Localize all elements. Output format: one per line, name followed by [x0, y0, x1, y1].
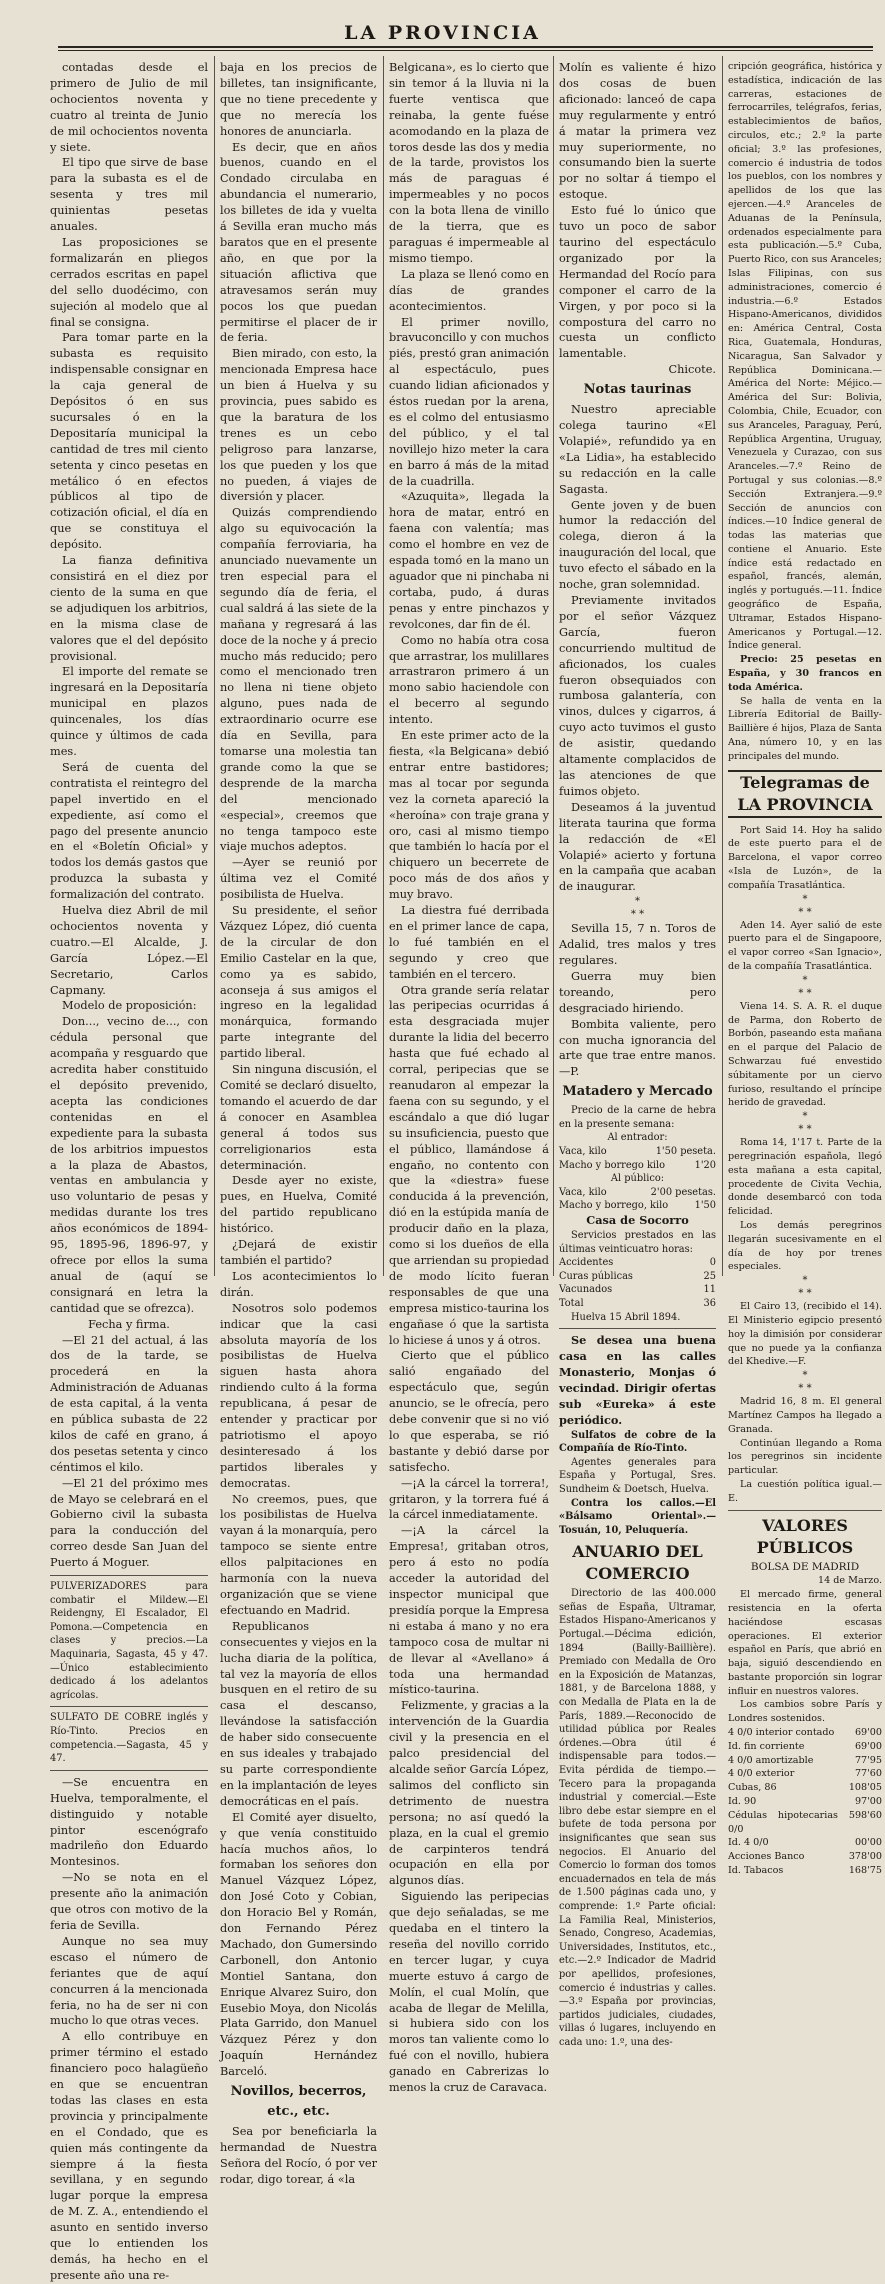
paragraph: Sevilla 15, 7 n. Toros de Adalid, tres malos y tres regulares. [559, 922, 716, 968]
advertisement: PULVERIZADORES para combatir el Mildew.—El Reidengny, El Escalador, El Pomona.—Competencia en clases y precios.—La Maquinaria, Sagasta, 45 y 47.—Único establecimiento dedicado á los adelantos agrícolas. [50, 1581, 208, 1701]
paragraph: Previamente invitados por el señor Vázquez García, fueron concurriendo multitud de aficionados, los cuales fueron obsequiados con rumbosa galantería, con vinos, dulces y cigarros, á cuyo acto tuvimos el gusto de asistir, quedando altamente complacidos de las atenciones de que fuimos objeto. [559, 594, 716, 798]
quote-label: 4 0/0 exterior [728, 1768, 795, 1780]
subheading: Casa de Socorro [586, 1213, 689, 1228]
quote-value: 69'00 [854, 1727, 882, 1739]
paragraph: Molín es valiente é hizo dos cosas de buen aficionado: lanceó de capa muy regularmente y entró á matar la primera vez muy superiormente, no consumando bien la suerte por no soltar á tiempo el estoque. [559, 61, 716, 202]
divider [559, 1328, 716, 1329]
paragraph: Nuestro apreciable colega taurino «El Volapié», refundido ya en «La Lidia», ha establecido su redacción en la calle Sagasta. [559, 403, 716, 496]
paragraph: —Se encuentra en Huelva, temporalmente, el distinguido y notable pintor escenógrafo madrileño don Eduardo Montesinos. [50, 1775, 208, 1869]
stat-value: 36 [703, 1297, 716, 1309]
advertisement: Se desea una buena casa en las calles Monasterio, Monjas ó vecindad. Dirigir ofertas sub «Eureka» á este periódico. [559, 1333, 716, 1427]
column-2 [220, 60, 377, 2186]
paragraph: Aunque no sea muy escaso el número de feriantes que de aquí concurren á la mencionada feria, no ha de ser ni con mucho lo que otras veces. [50, 1934, 208, 2028]
paragraph: Es decir, que en años buenos, cuando en el Condado circulaba en abundancia el numerario, los billetes de ida y vuelta á Sevilla eran mucho más baratos que en el presente año, en que por la situación aflictiva que atravesamos serán muy pocos los que puedan permitirse el placer de ir de feria. [220, 140, 377, 345]
paragraph: Será de cuenta del contratista el reintegro del papel invertido en el expediente, así como el pago del presente anuncio en el «Boletín Oficial» y todos los demás gastos que produzca la subasta y formalización del contrato. [50, 760, 208, 902]
paragraph: Felizmente, y gracias a la intervención de la Guardia civil y la presencia en el palco presidencial del alcalde señor García López, salimos del conflicto sin detrimento de nuestra persona; no así quedó la plaza, en la cual el gremio de carpinteros tendrá ocupación en ella por algunos días. [389, 1699, 549, 1888]
paragraph: Bombita valiente, pero con mucha ignorancia del arte que trae entre manos.—P. [559, 1017, 716, 1079]
separator: * * * [798, 1370, 812, 1395]
paragraph: Fecha y firma. [88, 1317, 170, 1331]
subheading: Al entrador: [607, 1132, 668, 1144]
section-heading: Matadero y Mercado [562, 1084, 713, 1100]
section-heading: Novillos, becerros, etc., etc. [230, 2084, 367, 2120]
separator: * * * [798, 974, 812, 999]
advertisement: Sulfatos de cobre de la Compañía de Río-Tinto. [559, 1429, 716, 1455]
newspaper-title: LA PROVINCIA [344, 22, 541, 44]
paragraph: —Ayer se reunió por última vez el Comité posibilista de Huelva. [220, 856, 377, 902]
telegram: Aden 14. Ayer salió de este puerto para el de Singapoore, el vapor correo «San Ignacio», de la compañía Trasatlántica. [728, 919, 882, 973]
paragraph: Nosotros solo podemos indicar que la casi absoluta mayoría de los posibilistas de Huelva siguen hasta ahora rindiendo culto á la forma republicana, á pesar de entender y practicar por patriotismo el apoyo desinteresado á los partidos liberales y democratas. [220, 1301, 377, 1490]
paragraph: —No se nota en el presente año la animación que otros con motivo de la feria de Sevilla. [50, 1871, 208, 1932]
quote-row [728, 1850, 882, 1864]
paragraph: Modelo de proposición: [62, 999, 197, 1013]
quote-value: 77'60 [854, 1768, 882, 1780]
section-heading: Notas taurinas [583, 382, 692, 398]
paragraph: Los acontecimientos lo dirán. [220, 1269, 377, 1299]
quote-row [728, 1864, 882, 1878]
paragraph: —El 21 del próximo mes de Mayo se celebrará en el Gobierno civil la subasta para la conducción del correo desde San Juan del Puerto á Moguer. [50, 1476, 208, 1570]
price-note: Precio: 25 pesetas en España, y 30 francos en toda América. [728, 654, 882, 693]
paragraph: El Comité ayer disuelto, y que venía constituido hacía muchos años, lo formaban los señores don Manuel Vázquez López, don José Coto y Cobian, don Horacio Bel y Román, don Fernando Pérez Machado, don Gumersindo Carbonell, don Antonio Montiel Santana, don Enrique Alvarez Suiro, don Eusebio Moya, don Nicolás Plata Garrido, don Manuel Vázquez Pérez y don Joaquín Hernández Barceló. [220, 1810, 377, 2079]
quote-row [728, 1836, 882, 1850]
stat-label: Accidentes [559, 1257, 614, 1269]
paragraph: La diestra fué derribada en el primer lance de capa, lo fué también en el segundo y creo que también en el tercero. [389, 904, 549, 981]
byline: Chicote. [668, 363, 716, 377]
stat-label: Curas públicas [559, 1270, 633, 1282]
paragraph: ¿Dejará de existir también el partido? [220, 1238, 377, 1267]
divider [50, 1706, 208, 1707]
stat-value: 25 [703, 1270, 716, 1282]
paragraph: —¡A la cárcel la Empresa!, gritaban otros, pero á esto no podía acceder la autoridad del inspector municipal que presidía porque la Empresa ni estaba á mano y no era tampoco cosa de multar ni de llevar al «Avellano» á toda una hermandad místico-taurina. [389, 1524, 549, 1697]
paragraph: Deseamos á la juventud literata taurina que forma la redacción de «El Volapié» acierto y fortuna en la campaña que acaban de inaugurar. [559, 800, 716, 894]
advertisement: SULFATO DE COBRE inglés y Río-Tinto. Precios en competencia.—Sagasta, 45 y 47. [50, 1712, 208, 1765]
paragraph: —El 21 del actual, á las dos de la tarde, se procederá en la Administración de Aduanas de esta capital, á la venta en pública subasta de 22 kilos de café en grano, á dos pesetas setenta y cinco céntimos el kilo. [50, 1333, 208, 1474]
quote-row [728, 1781, 882, 1795]
paragraph: Republicanos consecuentes y viejos en la lucha diaria de la política, tal vez la mayoría de ellos busquen en el retiro de su casa el descanso, llevándose la satisfacción de haber sido consecuente en sus ideales y trabajado su parte correspondiente en la implantación de leyes democráticas en el país. [220, 1619, 377, 1808]
quote-value: 00'00 [854, 1837, 882, 1849]
stat-row [559, 1283, 716, 1297]
quote-label: 4 0/0 interior contado [728, 1727, 835, 1739]
stat-row [559, 1256, 716, 1270]
paragraph: El mercado firme, general resistencia en la oferta haciéndose escasas operaciones. El exterior español en París, que abrió en baja, siguió descendiendo en bastante proporción sin lograr influir en nuestros valores. [728, 1589, 882, 1697]
telegram: El Cairo 13, (recibido el 14). El Ministerio egipcio presentó hoy la dimisión por considerar que no puede ya la confianza del Khedive.—F. [728, 1301, 882, 1368]
price-label: Macho y borrego, kilo [559, 1200, 669, 1212]
divider [50, 1575, 208, 1576]
paragraph: En este primer acto de la fiesta, «la Belgicana» debió entrar entre bastidores; mas al tocar por segunda vez la corneta apareció la «heroína» con traje grana y oro, casi al mismo tiempo que también lo hacía por el chiquero un becerrete de poco más de dos años y muy bravo. [389, 729, 549, 902]
paragraph: Como no había otra cosa que arrastrar, los mulillares arrastraron primero á un mono sabio haciendole con el becerro al segundo intento. [389, 633, 549, 727]
price-row [559, 1186, 716, 1200]
stat-value: 0 [709, 1257, 716, 1269]
divider [728, 1510, 882, 1511]
quote-row [728, 1754, 882, 1768]
separator: * * * [798, 893, 812, 918]
telegram: La cuestión política igual.—E. [728, 1478, 882, 1504]
quote-value: 378'00 [848, 1851, 882, 1863]
paragraph: Otra grande sería relatar las peripecias ocurridas á esta desgraciada mujer durante la lidia del becerro hasta que fué echado al corral, peripecias que se reanudaron al empezar la faena con su segundo, y el escándalo a que dió lugar su insuficiencia, puesto que el público, llamándose á engaño, no contento con que la «diestra» fuese conducida á la prevención, dió en la estúpida manía de producir daño en la plaza, como si los dueños de ella que arriendan su propiedad de modo lícito fueran responsables de que una empresa mistico-taurina los engañase ó que la sartista lo hiciese á unos y á otros. [389, 983, 549, 1347]
divider [50, 1770, 208, 1771]
quote-row [728, 1809, 882, 1837]
paragraph: Se halla de venta en la Librería Editorial de Bailly-Baillière é hijos, Plaza de Santa Ana, número 10, y en las principales del mundo. [728, 695, 882, 762]
advertisement: Contra los callos.—El «Bálsamo Oriental».—Tosuán, 10, Peluquería. [559, 1497, 716, 1536]
dateline: 14 de Marzo. [818, 1575, 882, 1587]
paragraph: Para tomar parte en la subasta es requisito indispensable consignar en la caja general de Depósitos ó en sus sucursales ó en la Depositaría municipal la cantidad de tres mil ciento setenta y cinco pesetas en metálico ó en efectos públicos al tipo de cotización oficial, el día en que se constituya el depósito. [50, 331, 208, 552]
paragraph: A ello contribuye en primer término el estado financiero poco halagüeño en que se encuentran todas las clases en esta provincia y principalmente en el Condado, que es quien más contingente da siempre á la fiesta sevillana, y en segundo lugar porque la empresa de M. Z. A., entendiendo el asunto en sentido inverso que lo entienden los demás, ha hecho en el presente año una re- [50, 2030, 208, 2282]
price-label: Macho y borrego kilo [559, 1159, 666, 1171]
stat-label: Total [559, 1297, 584, 1309]
quote-value: 69'00 [854, 1740, 882, 1752]
subheading: Al público: [610, 1173, 665, 1185]
telegram: Viena 14. S. A. R. el duque de Parma, don Roberto de Borbón, paseando esta mañana en el parque del Palacio de Schwarzau fué envestido súbitamente por un ciervo furioso, resultando el príncipe herido de gravedad. [728, 1000, 882, 1109]
quote-row [728, 1726, 882, 1740]
quote-value: 98'60 [854, 1809, 882, 1821]
column-divider [553, 56, 554, 1276]
paragraph: —¡A la cárcel la torrera!, gritaron, y la torrera fué á la cárcel inmediatamente. [389, 1476, 549, 1522]
paragraph: Siguiendo las peripecias que dejo señaladas, se me quedaba en el tintero la reseña del novillo corrido en tercer lugar, y cuya muerte estuvo á cargo de Molín, el cual Molín, que acaba de llegar de Melilla, si hubiera sido con los moros tan valiente como lo fué con el novillo, hubiera ganado en Cabrerizas lo menos la cruz de Caravaca. [389, 1890, 549, 2095]
quote-value: 97'00 [854, 1796, 882, 1808]
price-row [559, 1159, 716, 1173]
stat-row [559, 1270, 716, 1284]
separator: * * * [630, 896, 645, 921]
quote-label: Cédulas hipotecarias 5 0/0 [728, 1809, 855, 1835]
advertisement: Agentes generales para España y Portugal, Sres. Sundheim & Doetsch, Huelva. [559, 1456, 716, 1495]
paragraph: «Azuquita», llegada la hora de matar, entró en faena con valentía; mas como el hombre en vez de espada tomó en la mano un aguador que ni pinchaba ni cortaba, pudo, á duras penas y entre pinchazos y revolcones, dar fin de él. [389, 490, 549, 631]
price-label: Vaca, kilo [559, 1146, 607, 1158]
column-divider [383, 56, 384, 1276]
dateline: Huelva 15 Abril 1894. [571, 1311, 681, 1323]
paragraph: Belgicana», es lo cierto que sin temor á la lluvia ni la fuerte ventisca que reinaba, la gente fuése acomodando en la plaza de toros desde las dos y media de la tarde, provistos los más de paraguas é impermeables y no pocos con la bota llena de vinillo de la tierra, que es paraguas é impermeable al mismo tiempo. [389, 61, 549, 265]
paragraph: Cierto que el público salió engañado del espectáculo que, según anuncio, se le ofrecía, pero debe convenir que si no vió lo que esperaba, se rió bastante y debió darse por satisfecho. [389, 1349, 549, 1474]
price-row [559, 1145, 716, 1159]
price-value: 2'00 pesetas. [650, 1186, 716, 1198]
paragraph: Huelva diez Abril de mil ochocientos noventa y cuatro.—El Alcalde, J. García López.—El Secretario, Carlos Capmany. [50, 904, 208, 997]
section-heading: VALORES PÚBLICOS [756, 1515, 854, 1557]
masthead-rule [58, 46, 873, 51]
stat-row [559, 1297, 716, 1311]
stat-value: 11 [703, 1284, 716, 1296]
stat-label: Vacunados [559, 1284, 613, 1296]
price-value: 1'50 peseta. [655, 1146, 716, 1158]
quote-label: Id. Tabacos [728, 1865, 784, 1877]
telegram: Continúan llegando a Roma los peregrinos sin incidente particular. [728, 1437, 882, 1477]
column-1 [50, 60, 208, 2282]
paragraph: Esto fué lo único que tuvo un poco de sabor taurino del espectáculo organizado por la Hermandad del Rocío para componer el carro de la Virgen, y por poco si la compostura del carro no cuesta un conflicto lamentable. [559, 204, 716, 361]
quote-row [728, 1767, 882, 1781]
quote-label: Acciones Banco [728, 1851, 805, 1863]
paragraph: cripción geográfica, histórica y estadística, indicación de las carreras, estaciones de ferrocarriles, telégrafos, ferias, establecimientos de baños, circulos, etc.; 2.º la parte oficial; 3.º las profesiones, comercio é industria de todos los pueblos, con los nombres y apellidos de los que las ejercen.—4.º Aranceles de Aduanas de la Península, ordenados especialmente para esta publicación.—5.º Cuba, Puerto Rico, con sus Aranceles; Islas Filipinas, con sus administraciones, comercio é industria.—6.º Estados Hispano-Americanos, divididos en: América Central, Costa Rica, Guatemala, Honduras, Nicaragua, San Salvador y República Dominicana.—América del Norte: Méjico.—América del Sur: Bolivia, Colombia, Chile, Ecuador, con sus Aranceles, Paraguay, Perú, República Argentina, Uruguay, Venezuela y Curazao, con sus Aranceles.—7.º Reino de Portugal y sus colonias.—8.º Sección Extranjera.—9.º Sección de anuncios con índices.—10 Índice general de todas las materias que contiene el Anuario. Este índice está redactado en español, francés, alemán, inglés y portugués.—11. Índice geográfico de España, Ultramar, Estados Hispano-Americanos y Portugal.—12. Índice general. [728, 61, 882, 652]
section-heading: ANUARIO DEL COMERCIO [572, 1542, 703, 1584]
price-row [559, 1199, 716, 1213]
quote-label: Id. 90 [728, 1796, 757, 1808]
telegram: Roma 14, 1'17 t. Parte de la peregrinación española, llegó esta mañana a esta capital, procedente de Civita Vechia, donde desembarcó con toda felicidad. [728, 1137, 882, 1218]
paragraph: Las proposiciones se formalizarán en pliegos cerrados escritas en papel del sello duodécimo, con sujeción al modelo que al final se consigna. [50, 235, 208, 329]
paragraph: Guerra muy bien toreando, pero desgraciado hiriendo. [559, 969, 716, 1015]
quote-value: 77'95 [854, 1754, 882, 1766]
quote-row [728, 1795, 882, 1809]
paragraph: La plaza se llenó como en días de grandes acontecimientos. [389, 267, 549, 313]
column-5 [728, 60, 882, 1877]
telegram: Port Said 14. Hoy ha salido de este puerto para el de Barcelona, el vapor correo «Isla de Luzón», de la compañía Trasatlántica. [728, 824, 882, 891]
column-divider [722, 56, 723, 1276]
paragraph: Desde ayer no existe, pues, en Huelva, Comité del partido republicano histórico. [220, 1174, 377, 1236]
paragraph: contadas desde el primero de Julio de mil ochocientos noventa y cuatro al treinta de Junio de mil ochocientos noventa y siete. [50, 61, 208, 154]
column-3 [389, 60, 549, 2095]
paragraph: Precio de la carne de hebra en la presente semana: [559, 1105, 716, 1130]
paragraph: Sin ninguna discusión, el Comité se declaró disuelto, tomando el acuerdo de dar á conocer en Asamblea general á todos sus correligionarios esta determinación. [220, 1063, 377, 1172]
paragraph: Directorio de las 400.000 señas de España, Ultramar, Estados Hispano-Americanos y Portugal.—Décima edición, 1894 (Bailly-Baillière). Premiado con Medalla de Oro en la Exposición de Matanzas, 1881, y de Barcelona 1888, y con Medalla de Plata en la de París, 1889.—Reconocido de utilidad pública por Reales órdenes.—Obra útil é indispensable para todos.—Evita pérdida de tiempo.—Tecero para la propaganda industrial y comercial.—Este libro debe estar siempre en el bufete de toda persona por insignificantes que sean sus negocios. El Anuario del Comercio lo forman dos tomos encuadernados en tela de más de 1.500 páginas cada uno, y comprende: 1.º Parte oficial: La Familia Real, Ministerios, Senado, Congreso, Academias, Universidades, Institutos, etc., etc.—2.º Indicador de Madrid por apellidos, profesiones, comercio é industrias y calles.—3.º España por provincias, partidos judiciales, ciudades, villas ó lugares, incluyendo en cada uno: 1.º, una des- [559, 1588, 716, 2048]
column-divider [214, 56, 215, 1276]
paragraph: Su presidente, el señor Vázquez López, dió cuenta de la circular de don Emilio Castelar en la que, como ya es sabido, aconseja á sus amigos el ingreso en la legalidad monárquica, formando parte integrante del partido liberal. [220, 904, 377, 1061]
telegram: Los demás peregrinos llegarán sucesivamente en el día de hoy por trenes especiales. [728, 1219, 882, 1273]
column-4 [559, 60, 716, 2048]
quote-value: 168'75 [848, 1865, 882, 1877]
separator: * * * [798, 1111, 812, 1136]
paragraph: Bien mirado, con esto, la mencionada Empresa hace un bien á Huelva y su provincia, pues sabido es que la baratura de los trenes es un cebo peligroso para lanzarse, los que pueden y los que no pueden, á viajes de diversión y placer. [220, 347, 377, 504]
quote-label: Id. fin corriente [728, 1740, 805, 1752]
paragraph: El importe del remate se ingresará en la Depositaría municipal en plazos quincenales, los días quince y últimos de cada mes. [50, 665, 208, 758]
price-label: Vaca, kilo [559, 1186, 607, 1198]
masthead [0, 0, 885, 52]
quote-label: 4 0/0 amortizable [728, 1754, 814, 1766]
paragraph: Gente joven y de buen humor la redacción del colega, dieron á la inauguración del local, que tuvo efecto el sábado en la noche, gran solemnidad. [559, 498, 716, 592]
subheading: BOLSA DE MADRID [750, 1560, 860, 1573]
quote-row [728, 1740, 882, 1754]
paragraph: Quizás comprendiendo algo su equivocación la compañía ferroviaria, ha anunciado nuevamente un tren especial para el segundo día de feria, el cual saldrá á las siete de la mañana y regresará á las doce de la noche y á precio mucho más reducido; pero como el mencionado tren no llena ni tiene objeto alguno, pues nada de extraordinario ocurre ese día en Sevilla, para tomarse una molestia tan grande como la que se desprende de la marcha del mencionado «especial», creemos que no tenga tampoco este viaje muchos adeptos. [220, 506, 377, 854]
paragraph: El tipo que sirve de base para la subasta es el de sesenta y tres mil quinientas pesetas anuales. [50, 156, 208, 234]
paragraph: Don..., vecino de..., con cédula personal que acompaña y resguardo que acredita haber constituido el depósito prevenido, acepta las condiciones contenidas en el expediente para la subasta de los arbitrios impuestos a la plaza de Abastos, ventas en ambulancia y uso voluntario de pesas y medidas durante los tres años económicos de 1894-95, 1895-96, 1896-97, y ofrece por ellos la suma anual de (aquí se consignará en letra la cantidad que se ofrezca). [50, 1015, 208, 1315]
telegram: Madrid 16, 8 m. El general Martínez Campos ha llegado a Granada. [728, 1396, 882, 1435]
quote-label: Cubas, 86 [728, 1782, 777, 1794]
paragraph: La fianza definitiva consistirá en el diez por ciento de la suma en que se adjudiquen los arbitrios, en la misma clase de valores que el del depósito provisional. [50, 554, 208, 663]
paragraph: baja en los precios de billetes, tan insignificante, que no tiene precedente y que no merecía los honores de anunciarla. [220, 61, 377, 138]
paragraph: No creemos, pues, que los posibilistas de Huelva vayan á la monarquía, pero tampoco se siente entre ellos palpitaciones en harmonía con la nueva organización que se viene efectuando en Madrid. [220, 1492, 377, 1617]
paragraph: El primer novillo, bravuconcillo y con muchos piés, prestó gran animación al espectáculo, pues cuando lidian aficionados y éstos ruedan por la arena, es el colmo del entusiasmo del público, y el tal novillejo hizo meter la cara en barro á más de la mitad de la cuadrilla. [389, 315, 549, 488]
paragraph: Servicios prestados en las últimas veinticuatro horas: [559, 1229, 716, 1255]
section-heading: Telegramas de LA PROVINCIA [728, 770, 882, 818]
separator: * * * [798, 1275, 812, 1300]
paragraph: Los cambios sobre París y Londres sostenidos. [728, 1699, 882, 1725]
price-value: 1'20 [694, 1159, 716, 1171]
paragraph: Sea por beneficiarla la hermandad de Nuestra Señora del Rocío, ó por ver rodar, digo torear, á «la [220, 2125, 377, 2186]
quote-label: Id. 4 0/0 [728, 1837, 769, 1849]
price-value: 1'50 [694, 1200, 716, 1212]
quote-value: 108'05 [848, 1782, 882, 1794]
